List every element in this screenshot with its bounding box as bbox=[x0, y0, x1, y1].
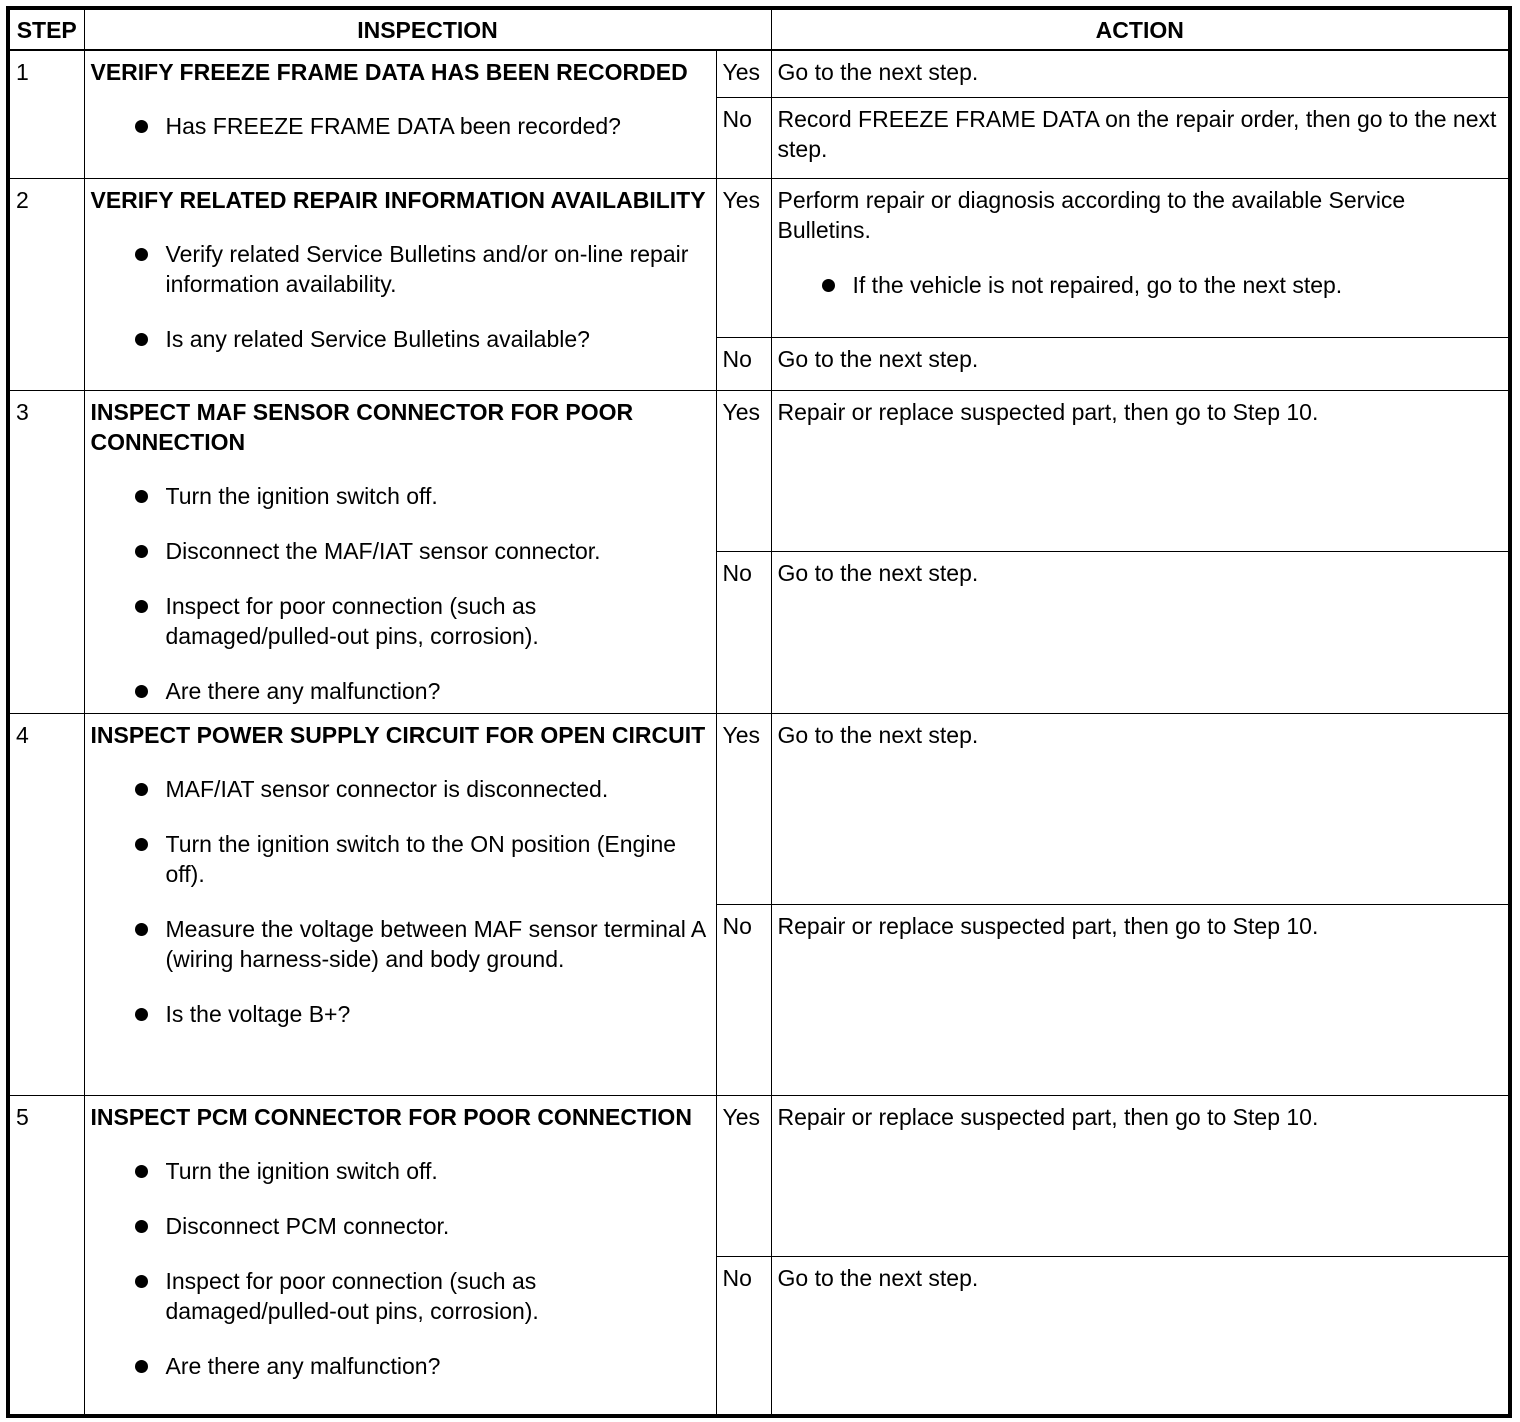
yes-action: Go to the next step. bbox=[771, 50, 1510, 97]
step-4-yes-row bbox=[8, 713, 1510, 904]
yes-action: Repair or replace suspected part, then go to Step 10. bbox=[771, 1095, 1510, 1256]
inspection-bullet: Is any related Service Bulletins available? bbox=[91, 324, 710, 354]
yes-action-cell bbox=[771, 178, 1510, 337]
diagnostic-table bbox=[6, 6, 1512, 1418]
action-bullet: If the vehicle is not repaired, go to the next step. bbox=[778, 270, 1503, 300]
inspection-title: INSPECT MAF SENSOR CONNECTOR FOR POOR CONNECTION bbox=[90, 398, 634, 455]
inspection-bullet: Verify related Service Bulletins and/or on-line repair information availability. bbox=[91, 239, 710, 299]
yes-label: Yes bbox=[716, 713, 771, 904]
no-action: Repair or replace suspected part, then go to Step 10. bbox=[771, 904, 1510, 1095]
no-label: No bbox=[716, 904, 771, 1095]
diagnostic-procedure bbox=[6, 6, 1508, 1418]
inspection-bullet: Has FREEZE FRAME DATA been recorded? bbox=[91, 111, 710, 141]
yes-label: Yes bbox=[716, 50, 771, 97]
yes-action: Repair or replace suspected part, then go to Step 10. bbox=[771, 390, 1510, 551]
inspection-title: INSPECT POWER SUPPLY CIRCUIT FOR OPEN CIRCUIT bbox=[90, 721, 706, 748]
yes-action: Perform repair or diagnosis according to the available Service Bulletins. bbox=[777, 186, 1406, 243]
inspection-title: VERIFY FREEZE FRAME DATA HAS BEEN RECORDED bbox=[90, 59, 688, 85]
inspection-bullet: Turn the ignition switch to the ON position (Engine off). bbox=[91, 829, 710, 889]
inspection-bullet: Inspect for poor connection (such as damaged/pulled-out pins, corrosion). bbox=[91, 1266, 710, 1326]
inspection-bullet: Is the voltage B+? bbox=[91, 999, 710, 1029]
step-number: 1 bbox=[8, 50, 84, 178]
inspection-cell bbox=[84, 1095, 716, 1416]
inspection-title: INSPECT PCM CONNECTOR FOR POOR CONNECTION bbox=[90, 1103, 692, 1130]
inspection-bullet: Are there any malfunction? bbox=[91, 676, 710, 706]
yes-action: Go to the next step. bbox=[771, 713, 1510, 904]
step-number: 2 bbox=[8, 178, 84, 390]
inspection-cell bbox=[84, 50, 716, 178]
step-number: 5 bbox=[8, 1095, 84, 1416]
step-number: 3 bbox=[8, 390, 84, 713]
no-label: No bbox=[716, 1256, 771, 1416]
inspection-bullet: Measure the voltage between MAF sensor terminal A (wiring harness-side) and body ground. bbox=[91, 914, 710, 974]
inspection-bullet: Turn the ignition switch off. bbox=[91, 481, 710, 511]
yes-label: Yes bbox=[716, 390, 771, 551]
inspection-bullet: Disconnect PCM connector. bbox=[91, 1211, 710, 1241]
step-1-yes-row bbox=[8, 50, 1510, 97]
no-action: Go to the next step. bbox=[771, 551, 1510, 713]
step-3-yes-row bbox=[8, 390, 1510, 551]
step-2-yes-row bbox=[8, 178, 1510, 337]
header-step: STEP bbox=[8, 8, 84, 50]
inspection-title: VERIFY RELATED REPAIR INFORMATION AVAILABILITY bbox=[90, 186, 706, 213]
header-action: ACTION bbox=[771, 8, 1510, 50]
inspection-bullet: Are there any malfunction? bbox=[91, 1351, 710, 1381]
inspection-bullet: Disconnect the MAF/IAT sensor connector. bbox=[91, 536, 710, 566]
no-label: No bbox=[716, 97, 771, 178]
yes-label: Yes bbox=[716, 178, 771, 337]
no-label: No bbox=[716, 551, 771, 713]
step-number: 4 bbox=[8, 713, 84, 1095]
inspection-cell bbox=[84, 390, 716, 713]
header-inspection: INSPECTION bbox=[84, 8, 771, 50]
no-action: Go to the next step. bbox=[771, 337, 1510, 390]
inspection-bullet: Turn the ignition switch off. bbox=[91, 1156, 710, 1186]
step-5-yes-row bbox=[8, 1095, 1510, 1256]
no-label: No bbox=[716, 337, 771, 390]
inspection-bullet: Inspect for poor connection (such as damaged/pulled-out pins, corrosion). bbox=[91, 591, 710, 651]
inspection-cell bbox=[84, 713, 716, 1095]
header-row bbox=[8, 8, 1510, 50]
yes-label: Yes bbox=[716, 1095, 771, 1256]
no-action: Record FREEZE FRAME DATA on the repair order, then go to the next step. bbox=[771, 97, 1510, 178]
no-action: Go to the next step. bbox=[771, 1256, 1510, 1416]
inspection-bullet: MAF/IAT sensor connector is disconnected. bbox=[91, 774, 710, 804]
inspection-cell bbox=[84, 178, 716, 390]
